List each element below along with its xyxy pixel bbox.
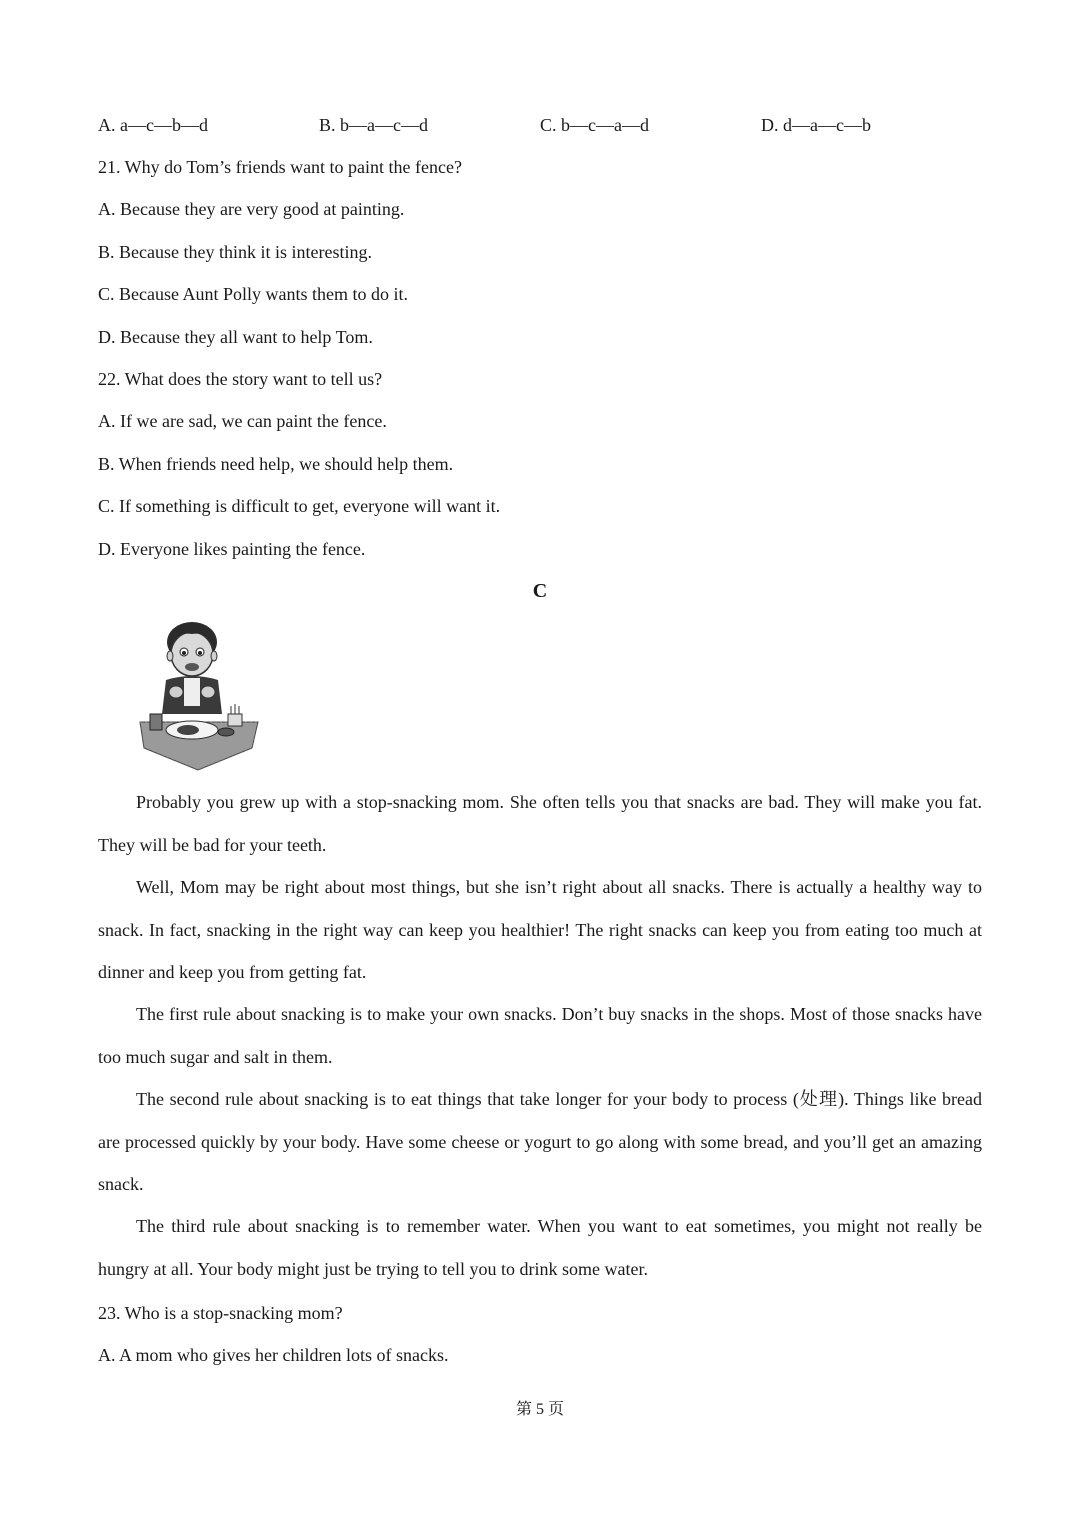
question-23: 23. Who is a stop-snacking mom? bbox=[98, 1303, 343, 1323]
q22-option-a[interactable]: A. If we are sad, we can paint the fence. bbox=[98, 411, 387, 431]
section-heading: C bbox=[532, 580, 548, 602]
page-number: 第 5 页 bbox=[515, 1401, 564, 1418]
passage-paragraph-2: Well, Mom may be right about most things, but she isn’t right about all snacks. There is actually a healthy way to snack. In fact, snacking in the right way can keep you healthier! The right snacks can keep you from eating too much at dinner and keep you from getting fat. bbox=[98, 877, 982, 982]
question-22: 22. What does the story want to tell us? bbox=[98, 369, 383, 389]
order-options-row bbox=[0, 115, 1080, 137]
order-option-c[interactable]: C. b—c—a—d bbox=[540, 115, 649, 135]
boy-eating-snack-icon bbox=[136, 618, 262, 776]
passage-paragraph-1: Probably you grew up with a stop-snacking mom. She often tells you that snacks are bad. They will make you fat. They will be bad for your teeth. bbox=[98, 792, 982, 855]
q22-option-b[interactable]: B. When friends need help, we should help them. bbox=[98, 454, 454, 474]
q23-option-a[interactable]: A. A mom who gives her children lots of snacks. bbox=[98, 1345, 449, 1365]
order-option-b[interactable]: B. b—a—c—d bbox=[319, 115, 428, 135]
q21-option-d[interactable]: D. Because they all want to help Tom. bbox=[98, 327, 373, 347]
order-option-a[interactable]: A. a—c—b—d bbox=[98, 115, 208, 135]
q21-option-b[interactable]: B. Because they think it is interesting. bbox=[98, 242, 372, 262]
passage-paragraph-3: The first rule about snacking is to make your own snacks. Don’t buy snacks in the shops. Most of those snacks have too much sugar and salt in them. bbox=[98, 1004, 982, 1067]
q21-option-a[interactable]: A. Because they are very good at painting. bbox=[98, 199, 405, 219]
passage-paragraph-5: The third rule about snacking is to remember water. When you want to eat sometimes, you might not really be hungry at all. Your body might just be trying to tell you to drink some water. bbox=[98, 1216, 982, 1279]
passage-paragraph-4: The second rule about snacking is to eat things that take longer for your body to process (处理). Things like bread are processed quickly by your body. Have some cheese or yogurt to go along with some bread, and you’ll get an amazing snack. bbox=[98, 1089, 982, 1194]
question-21: 21. Why do Tom’s friends want to paint the fence? bbox=[98, 157, 462, 177]
order-option-d[interactable]: D. d—a—c—b bbox=[761, 115, 871, 135]
q22-option-d[interactable]: D. Everyone likes painting the fence. bbox=[98, 539, 366, 559]
q22-option-c[interactable]: C. If something is difficult to get, everyone will want it. bbox=[98, 496, 501, 516]
q21-option-c[interactable]: C. Because Aunt Polly wants them to do it. bbox=[98, 284, 408, 304]
